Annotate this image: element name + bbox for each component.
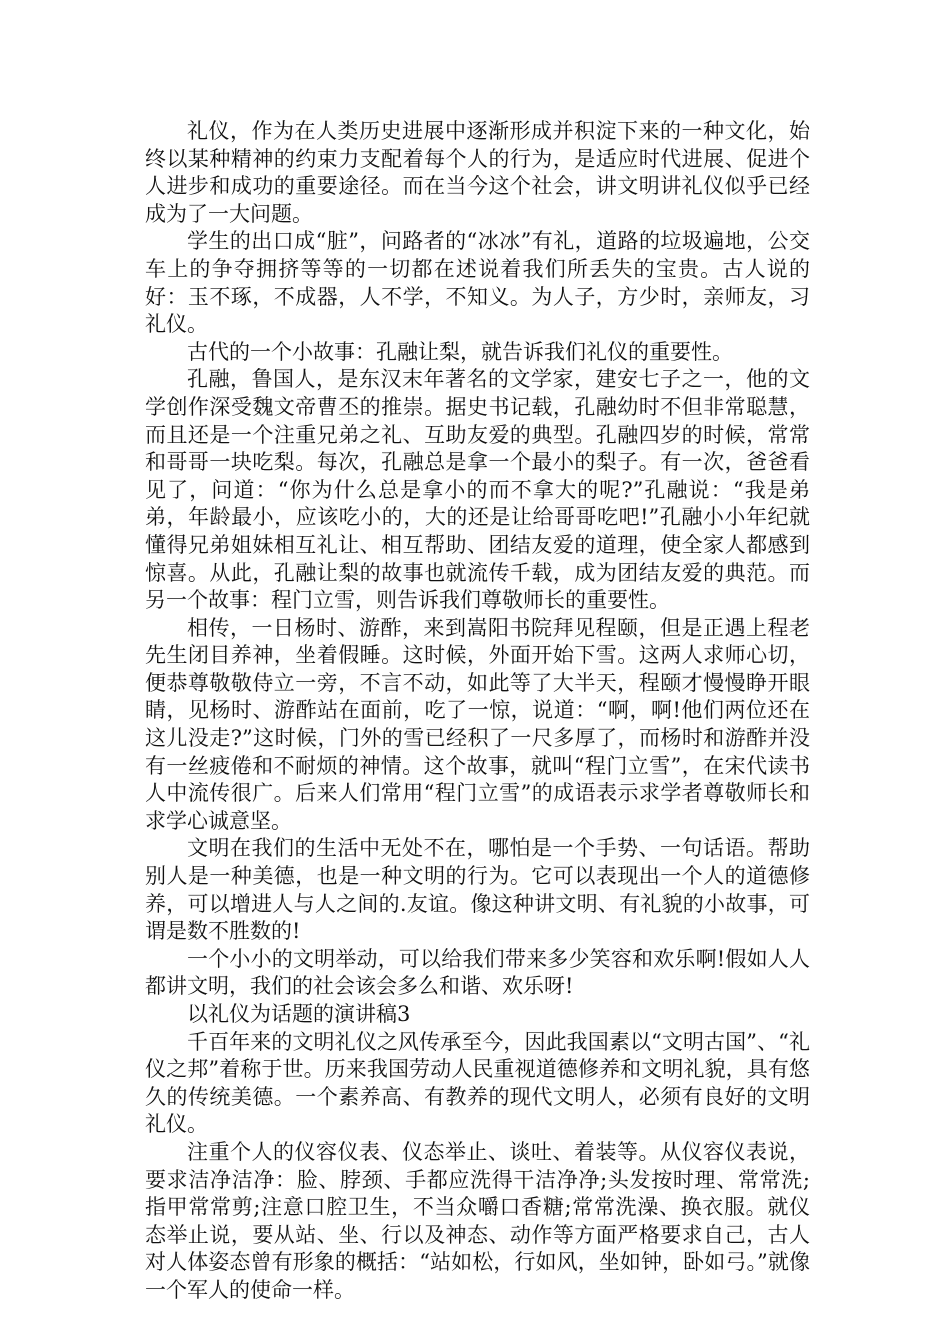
paragraph-9: 注重个人的仪容仪表、仪态举止、谈吐、着装等。从仪容仪表说，要求洁净洁净：脸、脖颈、手都应洗得干洁净净;头发按时理、常常洗;指甲常常剪;注意口腔卫生，不当众嚼口香糖;常常洗澡、换衣服。就仪态举止说，要从站、坐、行以及神态、动作等方面严格要求自己，古人对人体姿态曾有形象的概括：“站如松，行如风，坐如钟，卧如弓。”就像一个军人的使命一样。: [145, 1139, 810, 1302]
paragraph-5: 相传，一日杨时、游酢，来到嵩阳书院拜见程颐，但是正遇上程老先生闭目养神，坐着假睡。这时候，外面开始下雪。这两人求师心切，便恭尊敬敬侍立一旁，不言不动，如此等了大半天，程颐才慢慢睁开眼睛，见杨时、游酢站在面前，吃了一惊，说道：“啊，啊!他们两位还在这儿没走?”这时候，门外的雪已经积了一尺多厚了，而杨时和游酢并没有一丝疲倦和不耐烦的神情。这个故事，就叫“程门立雪”，在宋代读书人中流传很广。后来人们常用“程门立雪”的成语表示求学者尊敬师长和求学心诚意坚。: [145, 615, 810, 833]
paragraph-2: 学生的出口成“脏”，问路者的“冰冰”有礼，道路的垃圾遍地，公交车上的争夺拥挤等等的一切都在述说着我们所丢失的宝贵。古人说的好：玉不琢，不成器，人不学，不知义。为人子，方少时，亲师友，习礼仪。: [145, 229, 810, 337]
paragraph-3: 古代的一个小故事：孔融让梨，就告诉我们礼仪的重要性。: [187, 339, 733, 364]
document-body: [145, 118, 810, 1305]
section-heading: 以礼仪为话题的演讲稿3: [187, 1002, 411, 1026]
paragraph-6: 文明在我们的生活中无处不在，哪怕是一个手势、一句话语。帮助别人是一种美德，也是一种文明的行为。它可以表现出一个人的道德修养，可以增进人与人之间的.友谊。像这种讲文明、有礼貌的小故事，可谓是数不胜数的!: [145, 836, 810, 944]
paragraph-7: 一个小小的文明举动，可以给我们带来多少笑容和欢乐啊!假如人人都讲文明，我们的社会该会多么和谐、欢乐呀!: [145, 946, 810, 999]
paragraph-8: 千百年来的文明礼仪之风传承至今，因此我国素以“文明古国”、“礼仪之邦”着称于世。历来我国劳动人民重视道德修养和文明礼貌，具有悠久的传统美德。一个素养高、有教养的现代文明人，必须有良好的文明礼仪。: [145, 1029, 810, 1137]
paragraph-4: 孔融，鲁国人，是东汉末年著名的文学家，建安七子之一，他的文学创作深受魏文帝曹丕的推崇。据史书记载，孔融幼时不但非常聪慧，而且还是一个注重兄弟之礼、互助友爱的典型。孔融四岁的时候，常常和哥哥一块吃梨。每次，孔融总是拿一个最小的梨子。有一次，爸爸看见了，问道：“你为什么总是拿小的而不拿大的呢?”孔融说：“我是弟弟，年龄最小，应该吃小的，大的还是让给哥哥吃吧!”孔融小小年纪就懂得兄弟姐妹相互礼让、相互帮助、团结友爱的道理，使全家人都感到惊喜。从此，孔融让梨的故事也就流传千载，成为团结友爱的典范。而另一个故事：程门立雪，则告诉我们尊敬师长的重要性。: [145, 367, 810, 613]
paragraph-1: 礼仪，作为在人类历史进展中逐渐形成并积淀下来的一种文化，始终以某种精神的约束力支配着每个人的行为，是适应时代进展、促进个人进步和成功的重要途径。而在当今这个社会，讲文明讲礼仪似乎已经成为了一大问题。: [145, 119, 810, 226]
